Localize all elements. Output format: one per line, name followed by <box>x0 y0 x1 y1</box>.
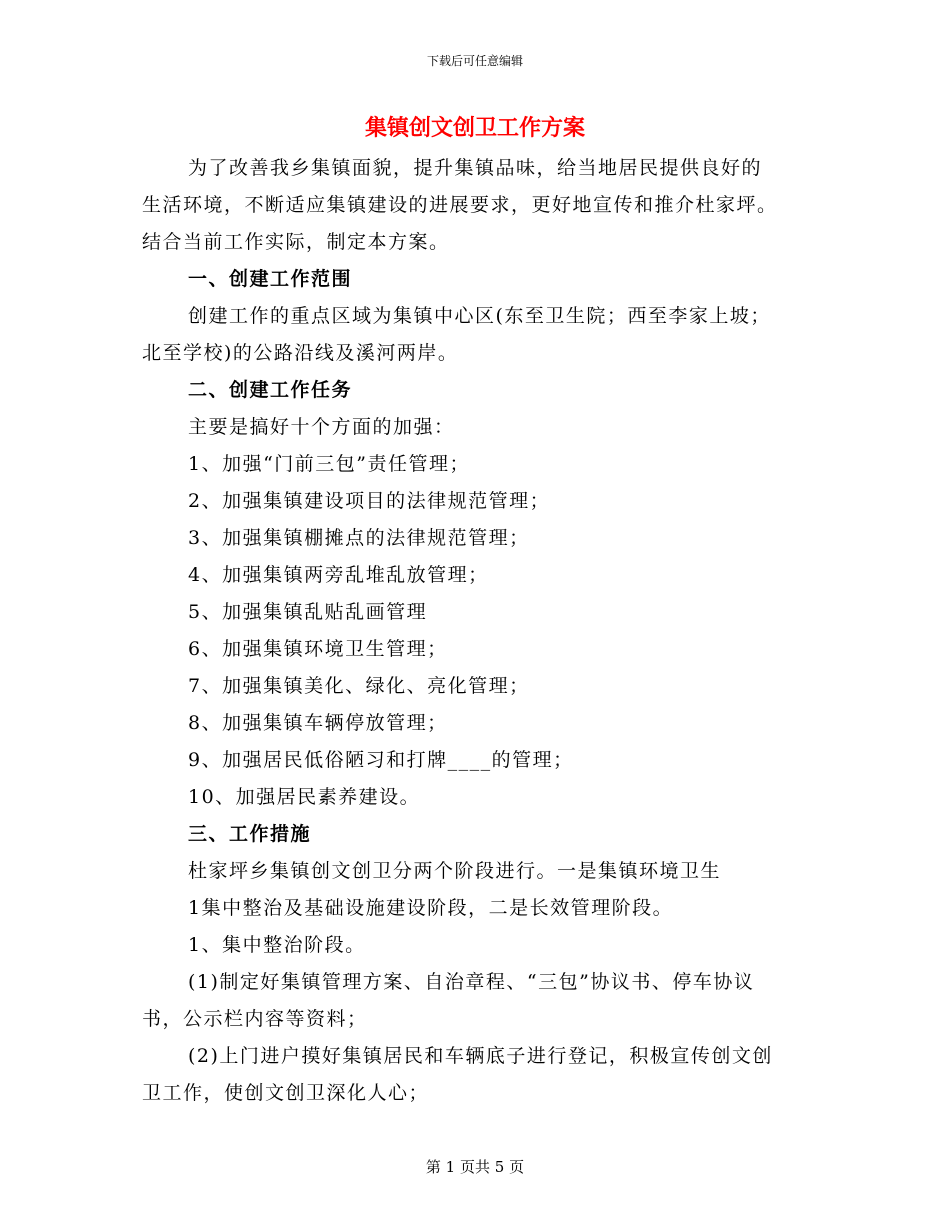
tasks-lead: 主要是搞好十个方面的加强： <box>188 416 455 438</box>
task-item: 7、加强集镇美化、绿化、亮化管理； <box>188 675 530 697</box>
phase-heading: 1、集中整治阶段。 <box>188 934 366 956</box>
intro-line-3: 结合当前工作实际，制定本方案。 <box>142 231 450 253</box>
measure-2-line-1: (2)上门进户摸好集镇居民和车辆底子进行登记，积极宣传创文创 <box>188 1045 773 1067</box>
scope-line-1: 创建工作的重点区域为集镇中心区(东至卫生院；西至李家上坡； <box>188 305 771 327</box>
task-item: 6、加强集镇环境卫生管理； <box>188 638 448 660</box>
task-item: 4、加强集镇两旁乱堆乱放管理； <box>188 564 489 586</box>
measure-2-line-2: 卫工作，使创文创卫深化人心； <box>142 1082 430 1104</box>
section-heading-measures: 三、工作措施 <box>188 823 312 845</box>
measures-line-1: 杜家坪乡集镇创文创卫分两个阶段进行。一是集镇环境卫生 <box>188 860 722 882</box>
document-title: 集镇创文创卫工作方案 <box>364 115 585 141</box>
task-item: 9、加强居民低俗陋习和打牌____的管理； <box>188 749 574 771</box>
document-body <box>142 150 810 1112</box>
task-item: 2、加强集镇建设项目的法律规范管理； <box>188 490 551 512</box>
page-header: 下载后可任意编辑 <box>426 54 523 68</box>
section-heading-tasks: 二、创建工作任务 <box>188 379 353 401</box>
intro-line-2: 生活环境，不断适应集镇建设的进展要求，更好地宣传和推介杜家坪。 <box>142 194 778 216</box>
task-item: 8、加强集镇车辆停放管理； <box>188 712 448 734</box>
scope-line-2: 北至学校)的公路沿线及溪河两岸。 <box>142 342 459 364</box>
measures-line-2: 1集中整治及基础设施建设阶段，二是长效管理阶段。 <box>188 897 674 919</box>
intro-line-1: 为了改善我乡集镇面貌，提升集镇品味，给当地居民提供良好的 <box>188 157 763 179</box>
section-heading-scope: 一、创建工作范围 <box>188 268 353 290</box>
task-item: 5、加强集镇乱贴乱画管理 <box>188 601 428 623</box>
task-item: 3、加强集镇棚摊点的法律规范管理； <box>188 527 530 549</box>
measure-1-line-1: (1)制定好集镇管理方案、自治章程、“三包”协议书、停车协议 <box>188 971 755 993</box>
measure-1-line-2: 书，公示栏内容等资料； <box>142 1008 368 1030</box>
task-item: 10、加强居民素养建设。 <box>188 786 421 808</box>
page-footer: 第 1 页共 5 页 <box>425 1158 525 1176</box>
task-item: 1、加强“门前三包”责任管理； <box>188 453 471 475</box>
